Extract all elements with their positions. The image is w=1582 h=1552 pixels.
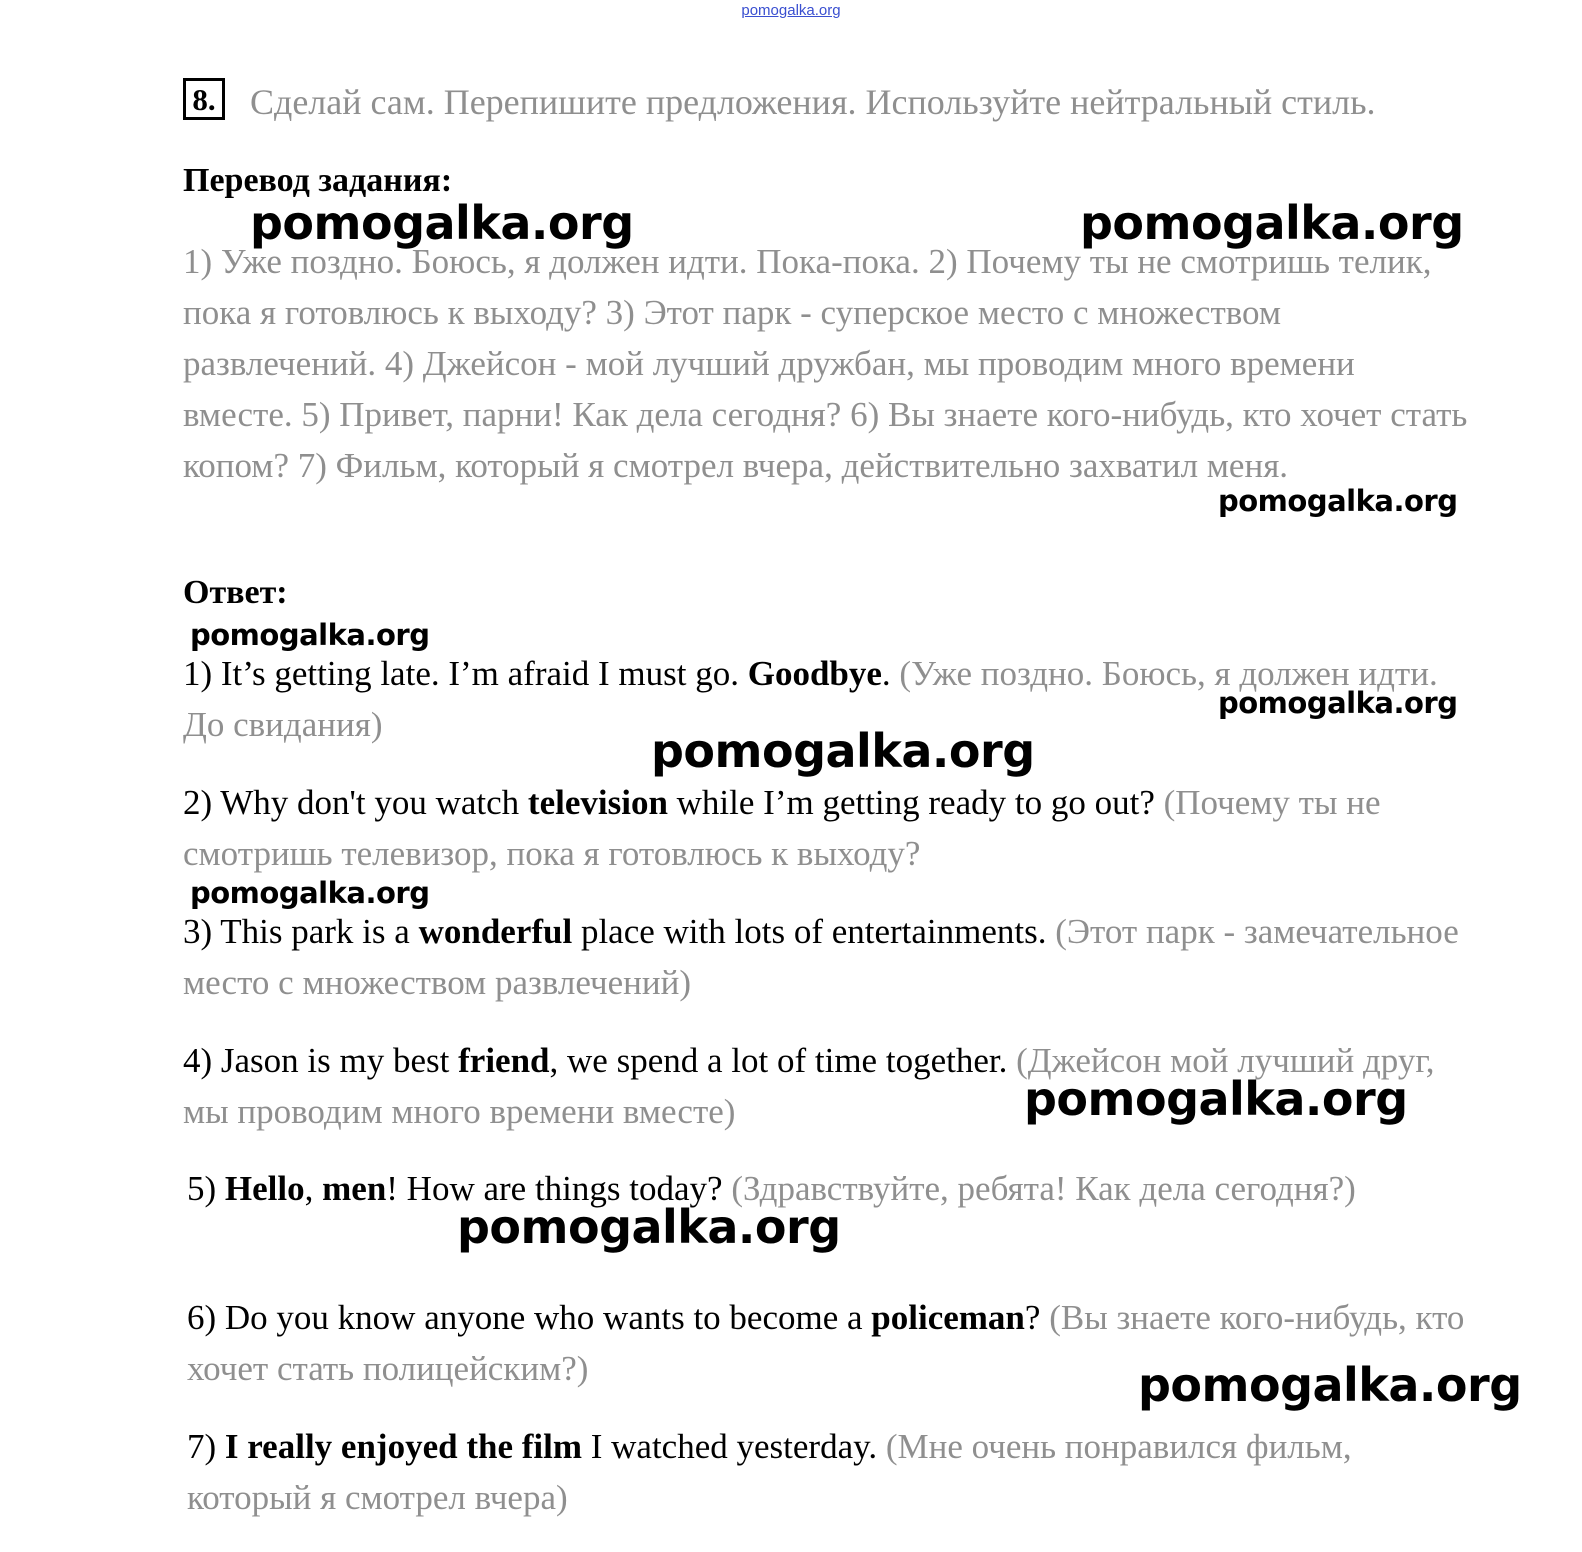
answer-keyword: Hello [224, 1169, 305, 1208]
answer-sentence: ! How are things today? [386, 1169, 723, 1208]
answer-sentence: while I’m getting ready to go out? [667, 783, 1155, 822]
answer-translation: (Здравствуйте, ребята! Как дела сегодня?) [722, 1169, 1356, 1208]
translation-heading: Перевод задания: [183, 162, 453, 199]
answer-keyword: friend [458, 1041, 550, 1080]
answer-keyword: television [527, 783, 668, 822]
answer-sentence: . [881, 654, 891, 693]
answer-item-2 [183, 777, 1473, 879]
answer-keyword: policeman [871, 1298, 1025, 1337]
answer-sentence: ? [1024, 1298, 1041, 1337]
watermark: pomogalka.org [1138, 1358, 1522, 1412]
answer-keyword: I really enjoyed the film [224, 1427, 582, 1466]
answer-translation: (Джейсон мой лучший друг, мы проводим много времени вместе) [183, 1041, 1435, 1131]
answer-sentence: 5) [187, 1169, 225, 1208]
answer-translation: (Этот парк - замечательное место с множеством развлечений) [183, 912, 1459, 1002]
answer-sentence: 4) Jason is my best [183, 1041, 459, 1080]
answer-sentence: place with lots of entertainments. [572, 912, 1047, 951]
answer-sentence: 3) This park is a [183, 912, 419, 951]
answer-heading: Ответ: [183, 574, 288, 611]
answer-sentence: 2) Why don't you watch [183, 783, 528, 822]
answer-sentence: I watched yesterday. [581, 1427, 878, 1466]
answer-translation: (Мне очень понравился фильм, который я смотрел вчера) [187, 1427, 1352, 1517]
translation-text: 1) Уже поздно. Боюсь, я должен идти. Пока-пока. 2) Почему ты не смотришь телик, пока я готовлюсь к выходу? 3) Этот парк - суперское место с множеством развлечений. 4) Джейсон - мой лучший дружбан, мы проводим много времени вместе. 5) Привет, парни! Как дела сегодня? 6) Вы знаете кого-нибудь, кто хочет стать копом? 7) Фильм, который я смотрел вчера, действительно захватил меня. [183, 242, 1468, 485]
exercise-number: 8. [183, 78, 225, 120]
answer-item-7 [187, 1421, 1477, 1523]
answer-keyword: men [322, 1169, 387, 1208]
watermark: pomogalka.org [250, 196, 634, 250]
answer-keyword: Goodbye [747, 654, 882, 693]
watermark: pomogalka.org [1024, 1072, 1408, 1126]
watermark: pomogalka.org [1080, 196, 1464, 250]
watermark: pomogalka.org [457, 1200, 841, 1254]
answer-sentence: , we spend a lot of time together. [549, 1041, 1008, 1080]
answer-sentence: 7) [187, 1427, 225, 1466]
answer-item-3 [183, 906, 1473, 1008]
watermark: pomogalka.org [1218, 686, 1458, 720]
answer-sentence: 6) Do you know anyone who wants to become a [187, 1298, 872, 1337]
exercise-instruction: Сделай сам. Перепишите предложения. Используйте нейтральный стиль. [250, 82, 1376, 122]
answer-translation: (Уже поздно. Боюсь, я должен идти. До свидания) [183, 654, 1438, 744]
watermark: pomogalka.org [651, 724, 1035, 778]
answer-sentence: , [304, 1169, 323, 1208]
top-site-link[interactable]: pomogalka.org [741, 2, 841, 19]
watermark: pomogalka.org [190, 876, 430, 910]
answer-sentence: 1) It’s getting late. I’m afraid I must go. [183, 654, 748, 693]
answer-translation: (Почему ты не смотришь телевизор, пока я готовлюсь к выходу? [183, 783, 1381, 873]
watermark: pomogalka.org [1218, 484, 1458, 518]
watermark: pomogalka.org [190, 618, 430, 652]
answer-translation: (Вы знаете кого-нибудь, кто хочет стать полицейским?) [187, 1298, 1465, 1388]
answer-keyword: wonderful [418, 912, 573, 951]
